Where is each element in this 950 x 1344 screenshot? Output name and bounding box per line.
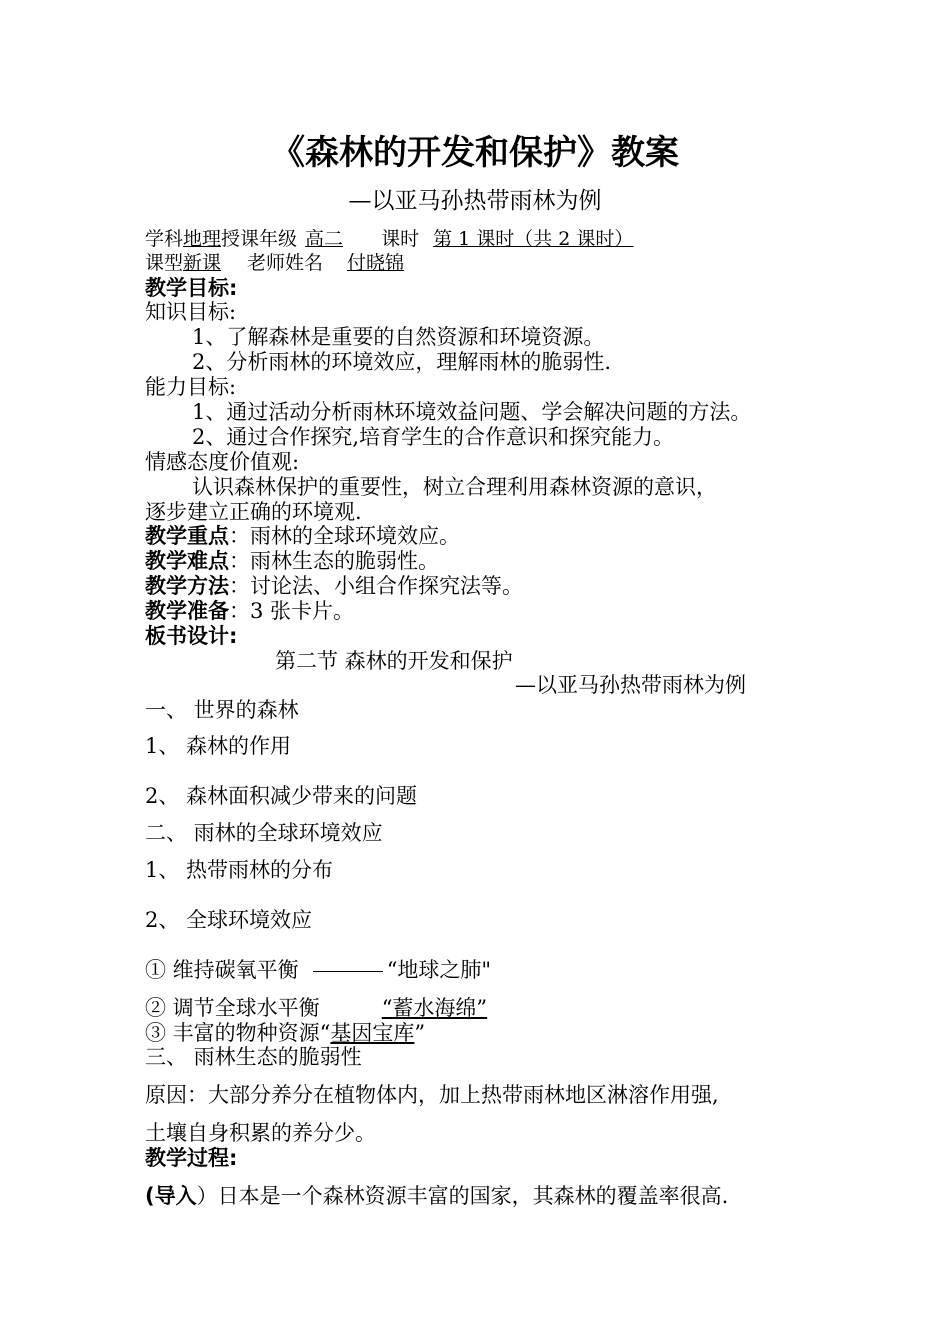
ability-heading: 能力目标:: [145, 375, 237, 399]
effect-2: ② 调节全球水平衡: [145, 996, 320, 1020]
document-title: 《森林的开发和保护》教案: [271, 133, 679, 173]
period-label: 课时: [381, 228, 420, 250]
grade-value: 高二: [305, 228, 344, 250]
effect-3-tag: 基因宝库: [330, 1021, 415, 1045]
prep-text: ：3 张卡片。: [229, 599, 355, 623]
document-subtitle: —以亚马孙热带雨林为例: [348, 188, 602, 214]
type-label: 课型: [145, 252, 184, 274]
effect-3: ③ 丰富的物种资源“: [145, 1021, 331, 1045]
section-heading: 一、 世界的森林: [145, 698, 299, 722]
key-points: [145, 523, 460, 549]
meta-line-1: [145, 227, 633, 251]
knowledge-item: 1、了解森林是重要的自然资源和环境资源。: [192, 325, 605, 349]
reason-text-1: 原因：大部分养分在植物体内，加上热带雨林地区淋溶作用强,: [145, 1083, 719, 1107]
section-item: 1、 热带雨林的分布: [145, 858, 334, 882]
effect-2-tag-wrap: [320, 996, 487, 1020]
type-value: 新课: [183, 252, 222, 274]
ability-item: 2、通过合作探究,培育学生的合作意识和探究能力。: [192, 425, 675, 449]
section-item: 1、 森林的作用: [145, 734, 292, 758]
effect-2-tag: “蓄水海绵”: [381, 996, 488, 1020]
method-text: ：讨论法、小组合作探究法等。: [229, 574, 523, 598]
intro-text: ）日本是一个森林资源丰富的国家，其森林的覆盖率很高.: [196, 1184, 729, 1208]
teacher-value: 付晓锦: [347, 252, 405, 274]
key-label: 教学重点: [145, 524, 229, 548]
prep-label: 教学准备: [145, 599, 229, 623]
effect-line-2: [145, 995, 487, 1021]
knowledge-heading: 知识目标:: [145, 300, 237, 324]
process-heading: 教学过程:: [145, 1146, 238, 1170]
effect-1-tag: “地球之肺": [386, 958, 492, 982]
method-label: 教学方法: [145, 574, 229, 598]
key-text: ：雨林的全球环境效应。: [229, 524, 460, 548]
section-item: 2、 全球环境效应: [145, 908, 313, 932]
teaching-method: [145, 573, 523, 599]
difficulty-label: 教学难点: [145, 549, 229, 573]
board-subtitle: —以亚马孙热带雨林为例: [515, 673, 746, 697]
effect-3-end: ”: [414, 1021, 426, 1045]
emotion-heading: 情感态度价值观:: [145, 450, 300, 474]
knowledge-item: 2、分析雨林的环境效应，理解雨林的脆弱性.: [192, 350, 612, 374]
period-value: 第 1 课时（共 2 课时）: [433, 228, 634, 250]
teacher-label: 老师姓名: [247, 252, 324, 274]
subject-label: 学科: [145, 228, 184, 250]
meta-line-2: [145, 251, 408, 275]
teaching-prep: [145, 598, 354, 624]
reason-text-2: 土壤自身积累的养分少。: [145, 1121, 376, 1145]
difficulty-text: ：雨林生态的脆弱性。: [229, 549, 439, 573]
intro-line: [145, 1183, 728, 1209]
grade-label: 授课年级: [221, 228, 298, 250]
effect-1: ① 维持碳氧平衡: [145, 958, 299, 982]
section-item: 2、 森林面积减少带来的问题: [145, 784, 418, 808]
emotion-text-2: 逐步建立正确的环境观.: [145, 500, 362, 524]
emotion-text-1: 认识森林保护的重要性，树立合理利用森林资源的意识，: [192, 475, 717, 499]
effect-line-3: [145, 1020, 425, 1046]
intro-label: (导入: [145, 1184, 197, 1208]
subject-value: 地理: [183, 228, 222, 250]
objectives-heading: 教学目标:: [145, 276, 238, 300]
connector-line: [313, 971, 383, 972]
ability-item: 1、通过活动分析雨林环境效益问题、学会解决问题的方法。: [192, 400, 752, 424]
effect-line-1: [145, 957, 491, 983]
section-heading: 二、 雨林的全球环境效应: [145, 821, 383, 845]
board-heading: 板书设计:: [145, 624, 238, 648]
difficulty-points: [145, 548, 439, 574]
section-heading: 三、 雨林生态的脆弱性: [145, 1045, 362, 1069]
board-title: 第二节 森林的开发和保护: [275, 649, 513, 673]
